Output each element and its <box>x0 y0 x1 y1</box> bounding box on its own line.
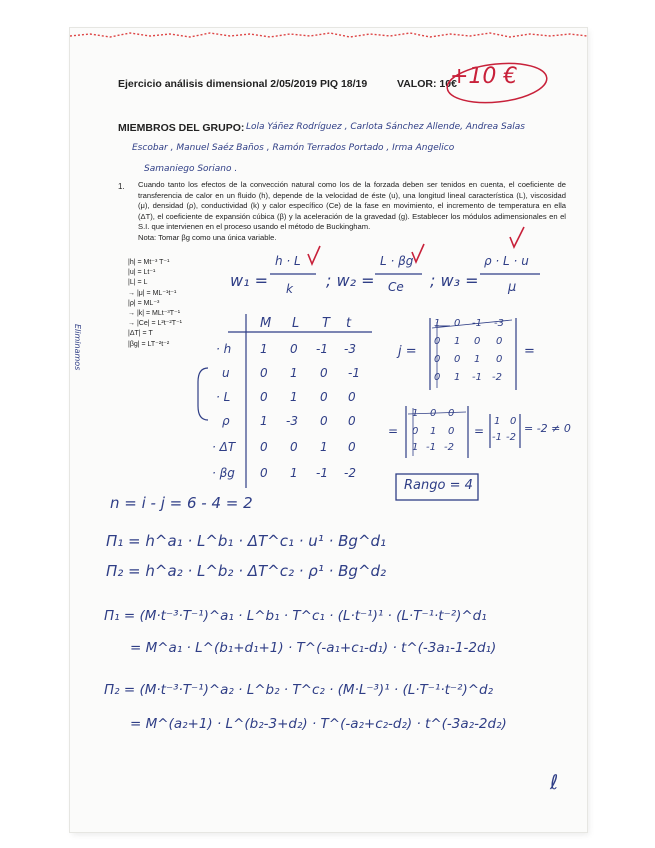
w2-numerator: L · βg <box>380 254 414 268</box>
pi1-result: = M^a₁ · L^(b₁+d₁+1) · T^(-a₁+c₁-d₁) · t^(-3a₁-1-2d₁) <box>130 640 497 656</box>
matrix-cell: 1 <box>290 466 298 480</box>
det-cell: -1 <box>472 372 482 383</box>
w1-numerator: h · L <box>275 254 301 268</box>
w2-denominator: Ce <box>388 280 404 294</box>
matrix-row-var: · L <box>216 390 231 404</box>
question-note: Nota: Tomar βg como una única variable. <box>138 232 277 242</box>
minor-cell: 1 <box>412 442 419 453</box>
member-names-line-2: Escobar , Manuel Saéz Baños , Ramón Terrados Portado , Irma Angelico <box>132 143 455 153</box>
small-cell: 0 <box>510 416 517 427</box>
det-cell: -1 <box>472 318 482 329</box>
det-cell: 0 <box>454 354 461 365</box>
matrix-header: T <box>322 316 330 331</box>
members-label: MIEMBROS DEL GRUPO: <box>118 122 245 134</box>
matrix-row-var: · ΔT <box>212 440 236 454</box>
det-cell: 0 <box>496 354 503 365</box>
dimension-item: |h| = Mt⁻³ T⁻¹ <box>128 259 170 266</box>
side-note-eliminamos: Eliminamos <box>73 324 82 371</box>
w3-numerator: ρ · L · u <box>484 254 529 268</box>
dimension-item: |βg| = LT⁻²t⁻² <box>128 340 170 348</box>
pi1-expansion: Π₁ = (M·t⁻³·T⁻¹)^a₁ · L^b₁ · T^c₁ · (L·t⁻¹)¹ · (L·T⁻¹·t⁻²)^d₁ <box>104 608 487 624</box>
minor-cell: -2 <box>444 442 454 453</box>
matrix-cell: 0 <box>348 390 356 404</box>
j-equals: = <box>524 344 535 359</box>
rango-result: Rango = 4 <box>404 478 473 493</box>
pi2-result: = M^(a₂+1) · L^(b₂-3+d₂) · T^(-a₂+c₂-d₂) · t^(-3a₂-2d₂) <box>130 716 507 732</box>
det-cell: 1 <box>454 336 461 347</box>
w3-denominator: μ <box>508 280 517 295</box>
dimension-item: |u| = Lt⁻¹ <box>128 269 156 277</box>
matrix-cell: 0 <box>320 366 328 380</box>
matrix-cell: -3 <box>344 342 356 356</box>
minor-cell: 0 <box>430 408 437 419</box>
det-cell: -2 <box>492 372 502 383</box>
det-cell: 1 <box>454 372 461 383</box>
pi2-definition: Π₂ = h^a₂ · L^b₂ · ΔT^c₂ · ρ¹ · Bg^d₂ <box>106 562 387 580</box>
det-cell: -3 <box>494 318 504 329</box>
matrix-cell: 1 <box>320 440 328 454</box>
exercise-title: Ejercicio análisis dimensional 2/05/2019 PIQ 18/19 <box>118 78 368 90</box>
pi2-expansion: Π₂ = (M·t⁻³·T⁻¹)^a₂ · L^b₂ · T^c₂ · (M·L⁻³)¹ · (L·T⁻¹·t⁻²)^d₂ <box>104 682 494 698</box>
dimension-item: → |k| = MLt⁻³T⁻¹ <box>128 310 181 318</box>
matrix-cell: -2 <box>344 466 356 480</box>
matrix-cell: 1 <box>290 366 298 380</box>
det-cell: 0 <box>454 318 461 329</box>
handwriting-lines <box>70 28 587 832</box>
j-label: j = <box>398 344 417 359</box>
pi1-definition: Π₁ = h^a₁ · L^b₁ · ΔT^c₁ · u¹ · Bg^d₁ <box>106 532 387 550</box>
small-equals: = <box>474 424 485 438</box>
small-cell: -1 <box>492 432 502 443</box>
matrix-cell: 1 <box>260 414 268 428</box>
det-cell: 1 <box>474 354 481 365</box>
small-cell: -2 <box>506 432 516 443</box>
matrix-header: M <box>260 316 272 331</box>
matrix-cell: 0 <box>320 414 328 428</box>
minor-cell: 1 <box>430 426 437 437</box>
question-number: 1. <box>118 182 125 191</box>
matrix-cell: -1 <box>348 366 360 380</box>
det-cell: 1 <box>434 318 441 329</box>
det-cell: 0 <box>474 336 481 347</box>
minor-cell: -1 <box>426 442 436 453</box>
n-equation: n = i - j = 6 - 4 = 2 <box>110 494 253 512</box>
w2-label: ; w₂ = <box>326 271 375 290</box>
matrix-header: t <box>346 316 352 331</box>
det-cell: 0 <box>434 372 441 383</box>
matrix-cell: 0 <box>348 440 356 454</box>
matrix-cell: -3 <box>286 414 298 428</box>
member-names-line-1: Lola Yáñez Rodríguez , Carlota Sánchez Allende, Andrea Salas <box>246 122 525 132</box>
dimension-item: → |Ce| = L²t⁻²T⁻¹ <box>128 320 183 328</box>
matrix-row-var: · h <box>216 342 232 356</box>
matrix-cell: 0 <box>320 390 328 404</box>
minor-cell: 0 <box>412 426 419 437</box>
matrix-cell: 1 <box>260 342 268 356</box>
matrix-cell: 0 <box>260 366 268 380</box>
matrix-cell: 0 <box>348 414 356 428</box>
matrix-cell: 0 <box>290 342 298 356</box>
matrix-header: L <box>292 316 300 331</box>
minor-cell: 0 <box>448 426 455 437</box>
w3-label: ; w₃ = <box>430 271 479 290</box>
exercise-value: VALOR: 10€ <box>397 78 457 90</box>
dimension-item: → |μ| = ML⁻¹t⁻¹ <box>128 289 177 297</box>
small-cell: 1 <box>494 416 501 427</box>
det-cell: 0 <box>496 336 503 347</box>
matrix-cell: -1 <box>316 466 328 480</box>
minor-cell: 0 <box>448 408 455 419</box>
matrix-row-var: · βg <box>212 466 235 480</box>
matrix-cell: 0 <box>260 440 268 454</box>
det-cell: 0 <box>434 336 441 347</box>
matrix-cell: 1 <box>290 390 298 404</box>
det-cell: 0 <box>434 354 441 365</box>
matrix-cell: 0 <box>260 466 268 480</box>
dimension-item: |ΔT| = T <box>128 330 153 338</box>
matrix-cell: 0 <box>260 390 268 404</box>
dimension-item: |ρ| = ML⁻³ <box>128 299 160 307</box>
question-body: Cuando tanto los efectos de la convección natural como los de la forzada deben ser tenidos en cuenta, el coeficiente de transferencia de calor en un fluido (h), depende de la velocidad de éste (u), una longitud lineal característica (L), viscosidad (μ), densidad (ρ), conductividad (k) y calor específico (Ce) de la fase en movimiento, el incremento de temperatura en ella (ΔT), el coeficiente de expansión cúbica (β) y la aceleración de la gravedad (g). Establecer los módulos adimensionales en el S.I. que intervienen en el proceso usando el método de Buckingham. <box>138 180 566 232</box>
page-turn-mark: ℓ <box>550 770 559 794</box>
grade-mark: +10 € <box>450 64 518 89</box>
dimension-item: |L| = L <box>128 279 148 287</box>
matrix-row-var: ρ <box>222 414 230 428</box>
matrix-row-var: u <box>222 366 230 380</box>
minor-cell: 1 <box>412 408 419 419</box>
w1-label: w₁ = <box>230 271 268 290</box>
exam-sheet <box>70 28 587 832</box>
minor-equals: = <box>388 424 399 438</box>
member-names-line-3: Samaniego Soriano . <box>144 164 238 174</box>
matrix-cell: 0 <box>290 440 298 454</box>
determinant-result: = -2 ≠ 0 <box>524 422 571 435</box>
w1-denominator: k <box>286 282 293 296</box>
matrix-cell: -1 <box>316 342 328 356</box>
